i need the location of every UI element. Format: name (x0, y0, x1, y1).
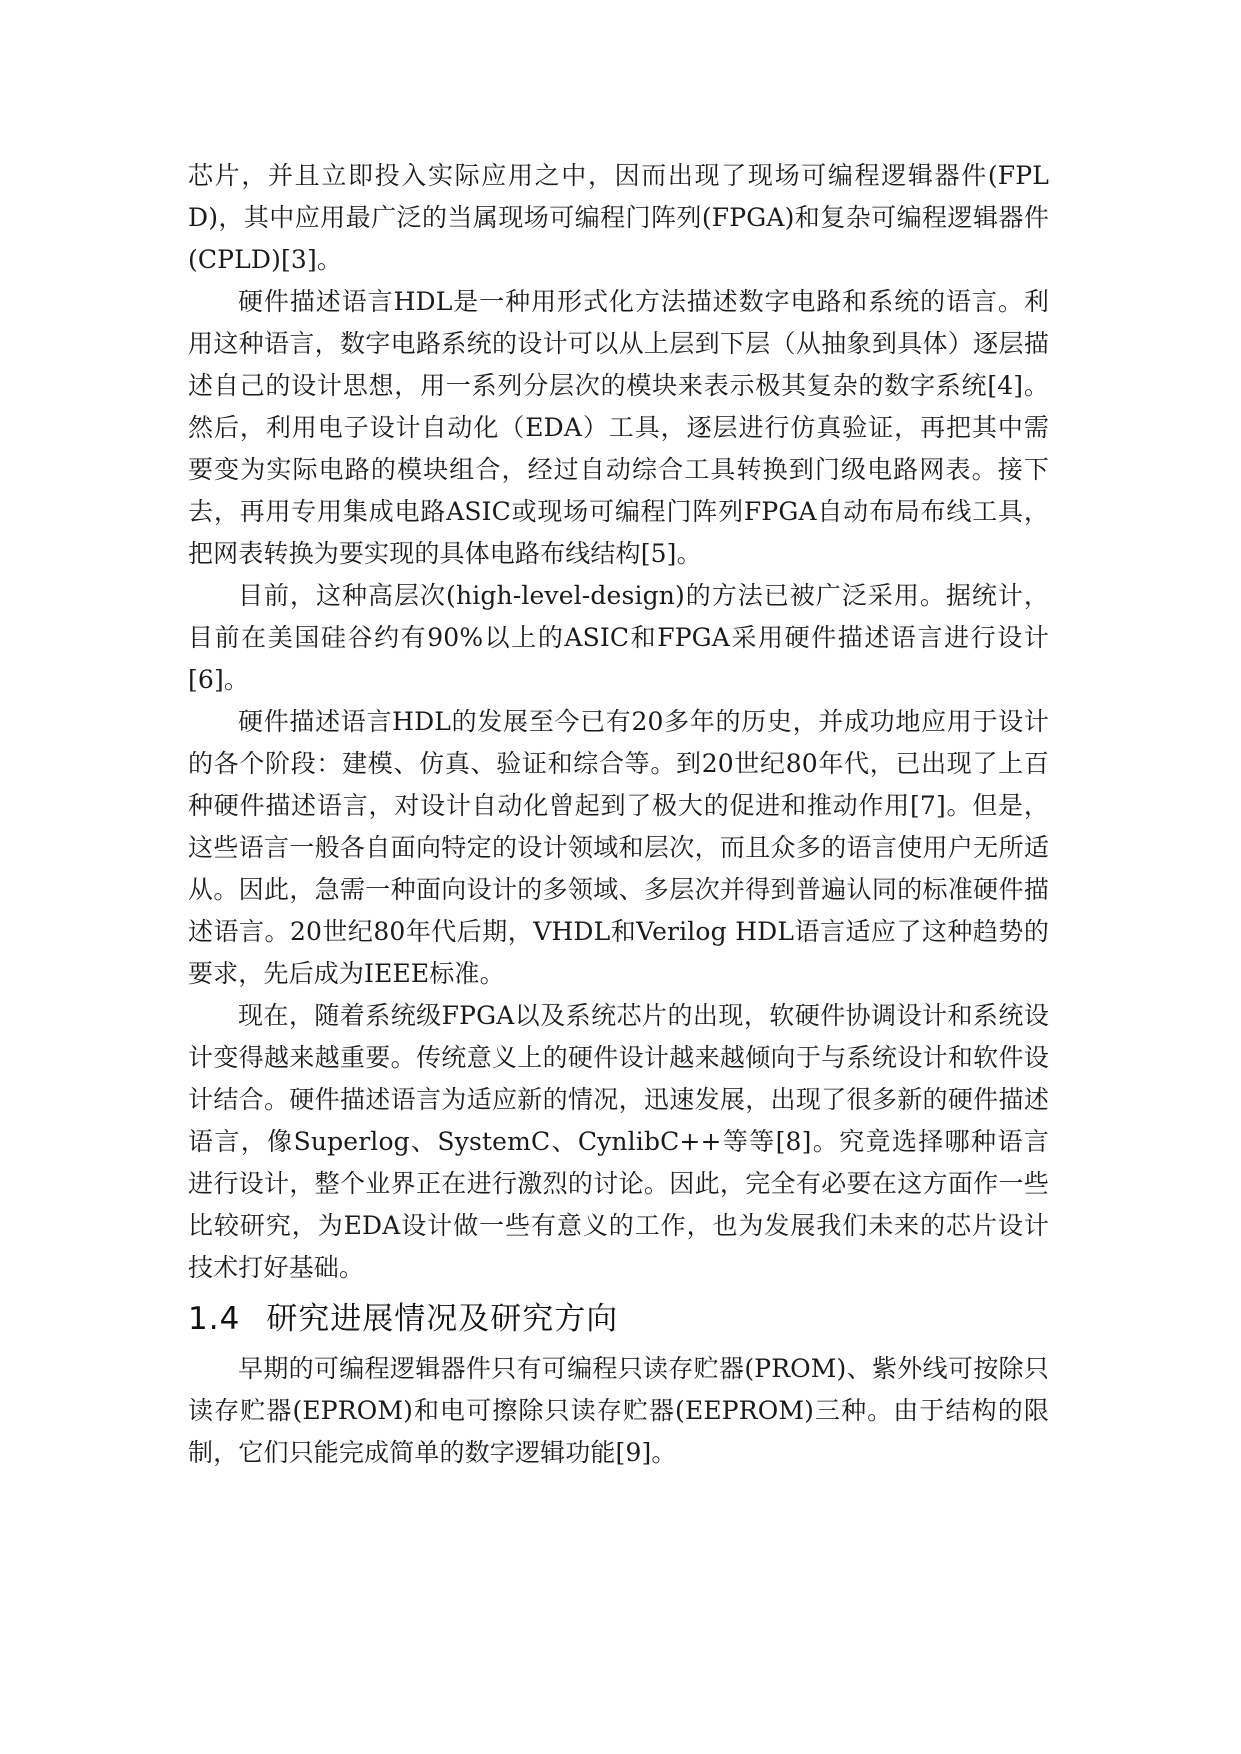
page-body (188, 155, 1049, 1474)
section-number: 1.4 (188, 1301, 241, 1337)
paragraph-hdl-definition: 硬件描述语言HDL是一种用形式化方法描述数字电路和系统的语言。利用这种语言，数字电路系统的设计可以从上层到下层（从抽象到具体）逐层描述自己的设计思想，用一系列分层次的模块来表示极其复杂的数字系统[4]。然后，利用电子设计自动化（EDA）工具，逐层进行仿真验证，再把其中需要变为实际电路的模块组合，经过自动综合工具转换到门级电路网表。接下去，再用专用集成电路ASIC或现场可编程门阵列FPGA自动布局布线工具，把网表转换为要实现的具体电路布线结构[5]。 (188, 287, 1049, 568)
paragraph-hdl-history: 硬件描述语言HDL的发展至今已有20多年的历史，并成功地应用于设计的各个阶段：建模、仿真、验证和综合等。到20世纪80年代，已出现了上百种硬件描述语言，对设计自动化曾起到了极大的促进和推动作用[7]。但是，这些语言一般各自面向特定的设计领域和层次，而且众多的语言使用户无所适从。因此，急需一种面向设计的多领域、多层次并得到普遍认同的标准硬件描述语言。20世纪80年代后期，VHDL和Verilog HDL语言适应了这种趋势的要求，先后成为IEEE标准。 (188, 707, 1049, 988)
paragraph-early-pld: 早期的可编程逻辑器件只有可编程只读存贮器(PROM)、紫外线可按除只读存贮器(EPROM)和电可擦除只读存贮器(EEPROM)三种。由于结构的限制，它们只能完成简单的数字逻辑功能[9]。 (188, 1353, 1049, 1467)
paragraph-continued: 芯片，并且立即投入实际应用之中，因而出现了现场可编程逻辑器件(FPLD)，其中应用最广泛的当属现场可编程门阵列(FPGA)和复杂可编程逻辑器件(CPLD)[3]。 (188, 161, 1049, 274)
paragraph-high-level-design: 目前，这种高层次(high-level-design)的方法已被广泛采用。据统计，目前在美国硅谷约有90%以上的ASIC和FPGA采用硬件描述语言进行设计[6]。 (188, 581, 1049, 694)
section-title: 研究进展情况及研究方向 (266, 1301, 619, 1337)
section-heading (188, 1297, 1049, 1342)
paragraph-system-level-design: 现在，随着系统级FPGA以及系统芯片的出现，软硬件协调设计和系统设计变得越来越重要。传统意义上的硬件设计越来越倾向于与系统设计和软件设计结合。硬件描述语言为适应新的情况，迅速发展，出现了很多新的硬件描述语言，像Superlog、SystemC、CynlibC++等等[8]。究竟选择哪种语言进行设计，整个业界正在进行激烈的讨论。因此，完全有必要在这方面作一些比较研究，为EDA设计做一些有意义的工作，也为发展我们未来的芯片设计技术打好基础。 (188, 1001, 1049, 1282)
